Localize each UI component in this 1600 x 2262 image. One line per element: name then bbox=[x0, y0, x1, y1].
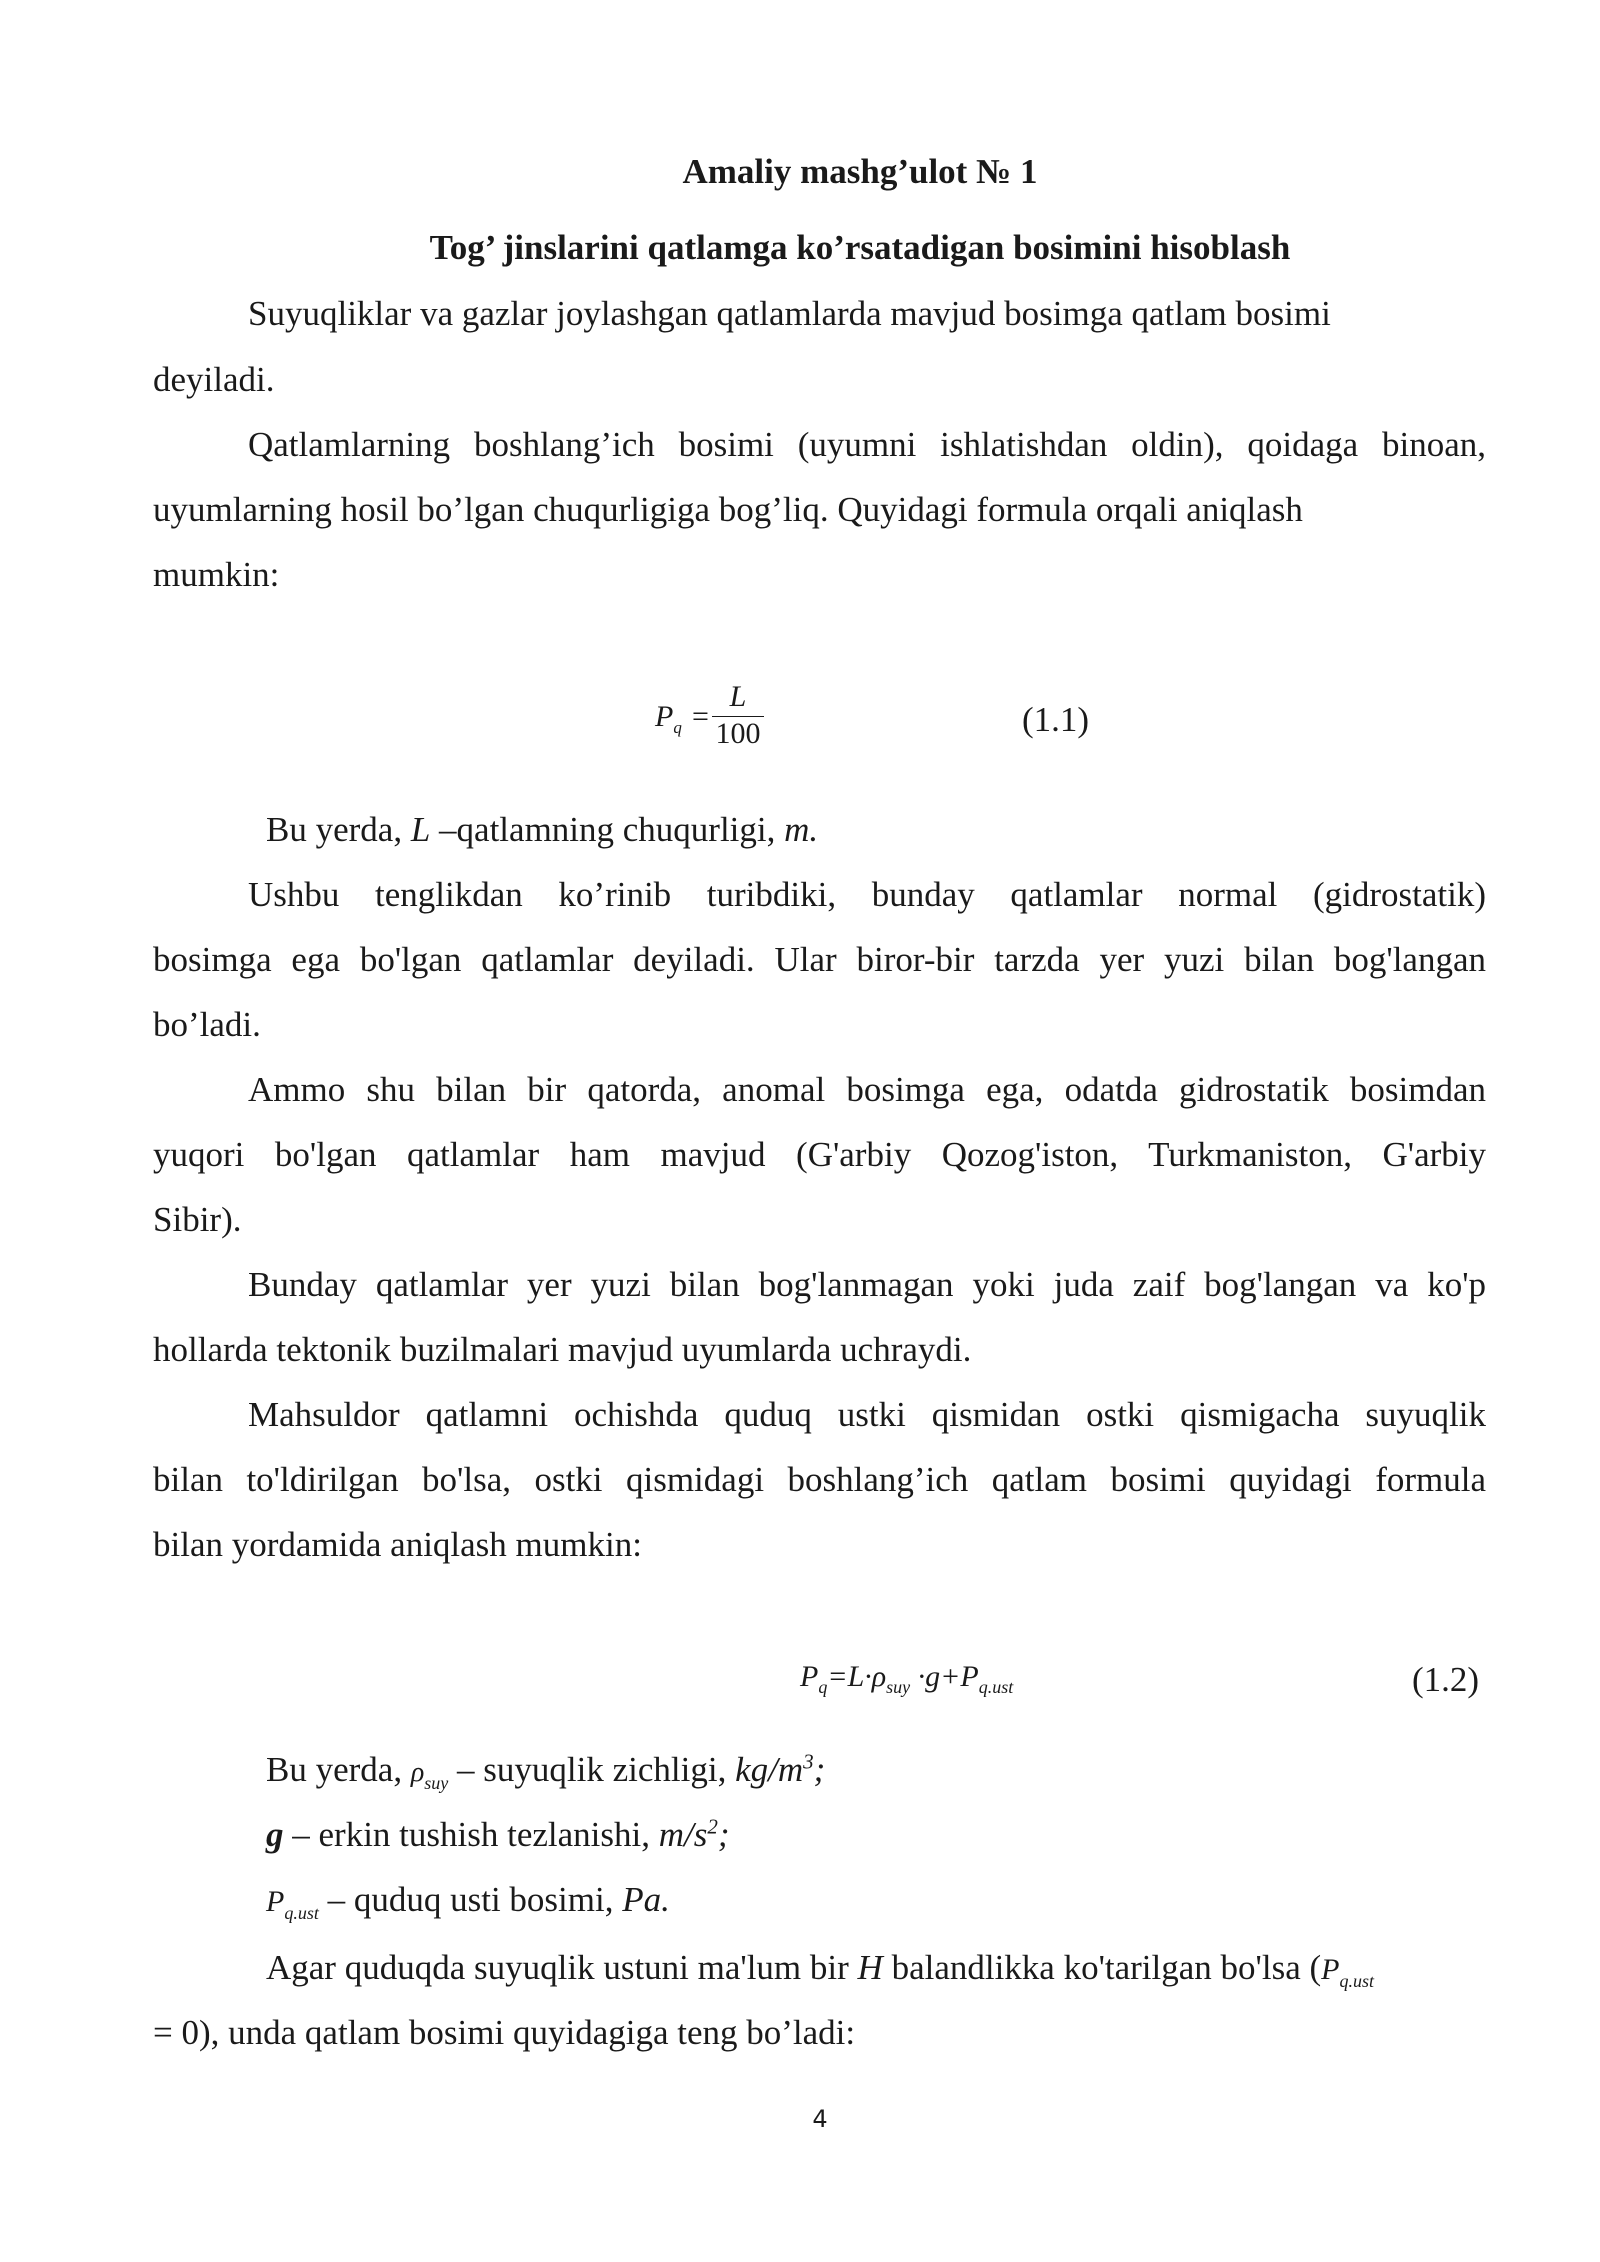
formula-lhs: $P_q$ bbox=[655, 700, 682, 737]
fraction-numerator: L bbox=[729, 680, 747, 713]
fraction-denominator: 100 bbox=[715, 717, 761, 750]
paragraph-line: uyumlarning hosil bo’lgan chuqurligiga bog’liq. Quyidagi formula orqali aniqlash bbox=[153, 490, 1303, 529]
paragraph-line: Qatlamlarning boshlang’ich bosimi (uyumni ishlatishdan oldin), qoidaga binoan, bbox=[248, 425, 1486, 464]
paragraph-line: Suyuqliklar va gazlar joylashgan qatlamlarda mavjud bosimga qatlam bosimi bbox=[248, 294, 1331, 333]
formula-note: Bu yerda, L –qatlamning chuqurligi, m. bbox=[266, 810, 819, 849]
paragraph-line: bilan yordamida aniqlash mumkin: bbox=[153, 1525, 642, 1564]
paragraph-line: bilan to'ldirilgan bo'lsa, ostki qismidagi boshlang’ich qatlam bosimi quyidagi formula bbox=[153, 1460, 1486, 1499]
paragraph-line: = 0), unda qatlam bosimi quyidagiga teng bo’ladi: bbox=[153, 2013, 856, 2052]
paragraph-line: mumkin: bbox=[153, 555, 280, 594]
legend-rho: Bu yerda, $\rho_{suy}$ – suyuqlik zichligi, $kg/m^3$; bbox=[266, 1749, 826, 1793]
formula-expression: $P_q=L\cdot\rho_{suy} \cdot g+P_{q.ust}$ bbox=[800, 1660, 1014, 1697]
legend-pq-ust: $P_{q.ust}$ – quduq usti bosimi, Pa. bbox=[266, 1880, 670, 1923]
paragraph-line: Ammo shu bilan bir qatorda, anomal bosimga ega, odatda gidrostatik bosimdan bbox=[248, 1070, 1486, 1109]
paragraph-line: deyiladi. bbox=[153, 360, 275, 399]
legend-g: g – erkin tushish tezlanishi, $m/s^2$; bbox=[266, 1814, 730, 1854]
formula-fraction bbox=[712, 680, 764, 751]
paragraph-line: Agar quduqda suyuqlik ustuni ma'lum bir H balandlikka ko'tarilgan bo'lsa ($P_{q.ust}$ bbox=[266, 1948, 1374, 1991]
paragraph-line: Mahsuldor qatlamni ochishda quduq ustki qismidan ostki qismigacha suyuqlik bbox=[248, 1395, 1486, 1434]
paragraph-line: Sibir). bbox=[153, 1200, 242, 1239]
paragraph-line: bosimga ega bo'lgan qatlamlar deyiladi. Ular biror-bir tarzda yer yuzi bilan bog'langan bbox=[153, 940, 1486, 979]
paragraph-line: Bunday qatlamlar yer yuzi bilan bog'lanmagan yoki juda zaif bog'langan va ko'p bbox=[248, 1265, 1486, 1304]
paragraph-line: yuqori bo'lgan qatlamlar ham mavjud (G'arbiy Qozog'iston, Turkmaniston, G'arbiy bbox=[153, 1135, 1486, 1174]
paragraph-line: hollarda tektonik buzilmalari mavjud uyumlarda uchraydi. bbox=[153, 1330, 972, 1369]
page-subtitle: Tog’ jinslarini qatlamga ko’rsatadigan bosimini hisoblash bbox=[429, 228, 1291, 267]
paragraph-line: bo’ladi. bbox=[153, 1005, 261, 1044]
page-title: Amaliy mashg’ulot № 1 bbox=[682, 152, 1038, 191]
formula-number: (1.1) bbox=[1022, 700, 1090, 739]
page-number: 4 bbox=[812, 2105, 828, 2133]
paragraph-line: Ushbu tenglikdan ko’rinib turibdiki, bunday qatlamlar normal (gidrostatik) bbox=[248, 875, 1486, 914]
formula-number: (1.2) bbox=[1412, 1660, 1480, 1699]
formula-equals: = bbox=[692, 700, 709, 733]
